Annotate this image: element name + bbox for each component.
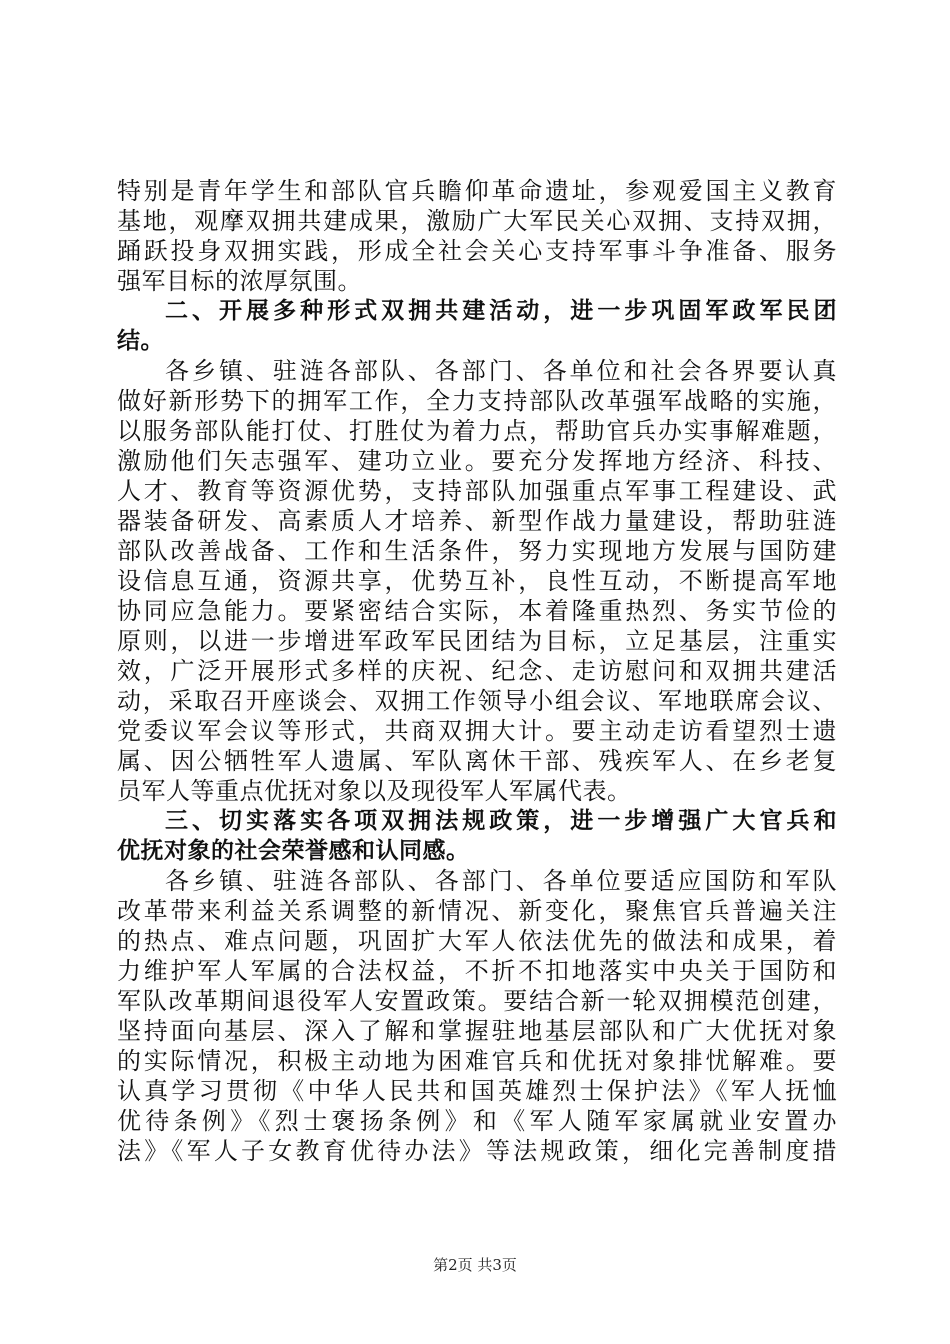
text-line: 原则，以进一步增进军政军民团结为目标，立足基层，注重实 xyxy=(117,627,837,655)
text-line: 做好新形势下的拥军工作，全力支持部队改革强军战略的实施， xyxy=(117,387,837,415)
text-line: 改革带来利益关系调整的新情况、新变化，聚焦官兵普遍关注 xyxy=(117,897,837,925)
text-line: 以服务部队能打仗、打胜仗为着力点，帮助官兵办实事解难题， xyxy=(117,417,837,445)
heading-line: 三、切实落实各项双拥法规政策，进一步增强广大官兵和 xyxy=(165,808,837,834)
text-line: 党委议军会议等形式，共商双拥大计。要主动走访看望烈士遗 xyxy=(117,717,837,745)
text-line: 协同应急能力。要紧密结合实际，本着隆重热烈、务实节俭的 xyxy=(117,597,837,625)
text-line: 军队改革期间退役军人安置政策。要结合新一轮双拥模范创建， xyxy=(117,987,837,1015)
paragraph xyxy=(117,356,837,806)
section-heading xyxy=(117,806,837,866)
text-line: 坚持面向基层、深入了解和掌握驻地基层部队和广大优抚对象 xyxy=(117,1017,837,1045)
text-line: 人才、教育等资源优势，支持部队加强重点军事工程建设、武 xyxy=(117,477,837,505)
text-line: 的热点、难点问题，巩固扩大军人依法优先的做法和成果，着 xyxy=(117,927,837,955)
text-line: 基地，观摩双拥共建成果，激励广大军民关心双拥、支持双拥， xyxy=(117,207,837,235)
text-line: 员军人等重点优抚对象以及现役军人军属代表。 xyxy=(117,777,632,805)
text-line: 法》《军人子女教育优待办法》等法规政策，细化完善制度措 xyxy=(117,1137,837,1165)
text-line: 认真学习贯彻《中华人民共和国英雄烈士保护法》《军人抚恤 xyxy=(117,1077,837,1105)
text-line: 设信息互通，资源共享，优势互补，良性互动，不断提高军地 xyxy=(117,567,837,595)
heading-line: 结。 xyxy=(117,328,164,354)
text-line: 属、因公牺牲军人遗属、军队离休干部、残疾军人、在乡老复 xyxy=(117,747,837,775)
heading-line: 二、开展多种形式双拥共建活动，进一步巩固军政军民团 xyxy=(165,298,837,324)
heading-line: 优抚对象的社会荣誉感和认同感。 xyxy=(117,838,470,864)
text-line: 的实际情况，积极主动地为困难官兵和优抚对象排忧解难。要 xyxy=(117,1047,837,1075)
text-line: 优待条例》《烈士褒扬条例》和《军人随军家属就业安置办 xyxy=(117,1107,837,1135)
page-number-footer: 第2页 共3页 xyxy=(433,1256,517,1274)
text-line: 各乡镇、驻涟各部队、各部门、各单位和社会各界要认真 xyxy=(165,357,837,385)
text-line: 力维护军人军属的合法权益，不折不扣地落实中央关于国防和 xyxy=(117,957,837,985)
text-line: 各乡镇、驻涟各部队、各部门、各单位要适应国防和军队 xyxy=(165,867,837,895)
paragraph xyxy=(117,176,837,296)
text-line: 效，广泛开展形式多样的庆祝、纪念、走访慰问和双拥共建活 xyxy=(117,657,837,685)
section-heading xyxy=(117,296,837,356)
text-line: 激励他们矢志强军、建功立业。要充分发挥地方经济、科技、 xyxy=(117,447,837,475)
document-body xyxy=(117,176,837,1166)
text-line: 特别是青年学生和部队官兵瞻仰革命遗址，参观爱国主义教育 xyxy=(117,177,837,205)
text-line: 强军目标的浓厚氛围。 xyxy=(117,267,362,295)
paragraph xyxy=(117,866,837,1166)
text-line: 部队改善战备、工作和生活条件，努力实现地方发展与国防建 xyxy=(117,537,837,565)
text-line: 动，采取召开座谈会、双拥工作领导小组会议、军地联席会议、 xyxy=(117,687,837,715)
text-line: 器装备研发、高素质人才培养、新型作战力量建设，帮助驻涟 xyxy=(117,507,837,535)
text-line: 踊跃投身双拥实践，形成全社会关心支持军事斗争准备、服务 xyxy=(117,237,837,265)
